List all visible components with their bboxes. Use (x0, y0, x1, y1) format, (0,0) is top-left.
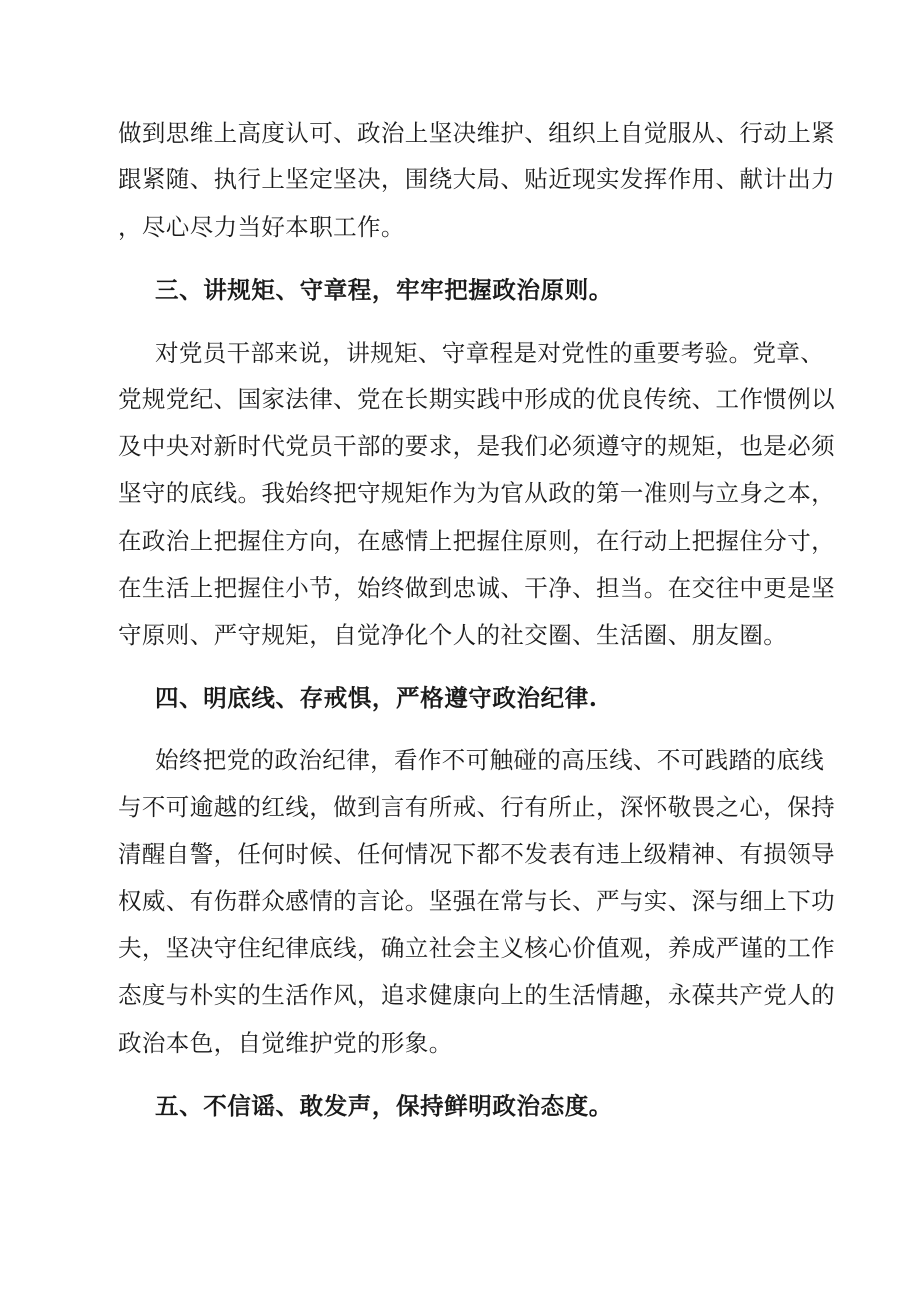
paragraph-line: 守原则、严守规矩，自觉净化个人的社交圈、生活圈、朋友圈。 (118, 621, 788, 649)
section-heading-5: 五、不信谣、敢发声，保持鲜明政治态度。 (155, 1092, 613, 1120)
section-heading-4: 四、明底线、存戒惧，严格遵守政治纪律. (155, 684, 598, 712)
paragraph-line: 党规党纪、国家法律、党在长期实践中形成的优良传统、工作惯例以 (118, 385, 835, 413)
section-heading-3: 三、讲规矩、守章程，牢牢把握政治原则。 (155, 276, 613, 304)
paragraph-line: 权威、有伤群众感情的言论。坚强在常与长、严与实、深与细上下功 (118, 887, 835, 915)
paragraph-line: 清醒自警，任何时候、任何情况下都不发表有违上级精神、有损领导 (118, 840, 835, 868)
paragraph-line: 与不可逾越的红线，做到言有所戒、行有所止，深怀敬畏之心，保持 (118, 793, 835, 821)
paragraph-line: 做到思维上高度认可、政治上坚决维护、组织上自觉服从、行动上紧 (118, 119, 835, 147)
paragraph-line: 及中央对新时代党员干部的要求，是我们必须遵守的规矩，也是必须 (118, 432, 835, 460)
paragraph-line: 在政治上把握住方向，在感情上把握住原则，在行动上把握住分寸， (118, 527, 835, 555)
paragraph-line: ，尽心尽力当好本职工作。 (118, 213, 405, 241)
paragraph-line: 坚守的底线。我始终把守规矩作为为官从政的第一准则与立身之本， (118, 479, 835, 507)
paragraph-line: 对党员干部来说，讲规矩、守章程是对党性的重要考验。党章、 (155, 339, 825, 367)
paragraph-line: 态度与朴实的生活作风，追求健康向上的生活情趣，永葆共产党人的 (118, 981, 835, 1009)
paragraph-line: 夫，坚决守住纪律底线，确立社会主义核心价值观，养成严谨的工作 (118, 934, 835, 962)
paragraph-line: 在生活上把握住小节，始终做到忠诚、干净、担当。在交往中更是坚 (118, 574, 835, 602)
paragraph-line: 跟紧随、执行上坚定坚决，围绕大局、贴近现实发挥作用、献计出力 (118, 165, 835, 193)
paragraph-line: 政治本色，自觉维护党的形象。 (118, 1029, 453, 1057)
paragraph-line: 始终把党的政治纪律，看作不可触碰的高压线、不可践踏的底线 (155, 746, 825, 774)
